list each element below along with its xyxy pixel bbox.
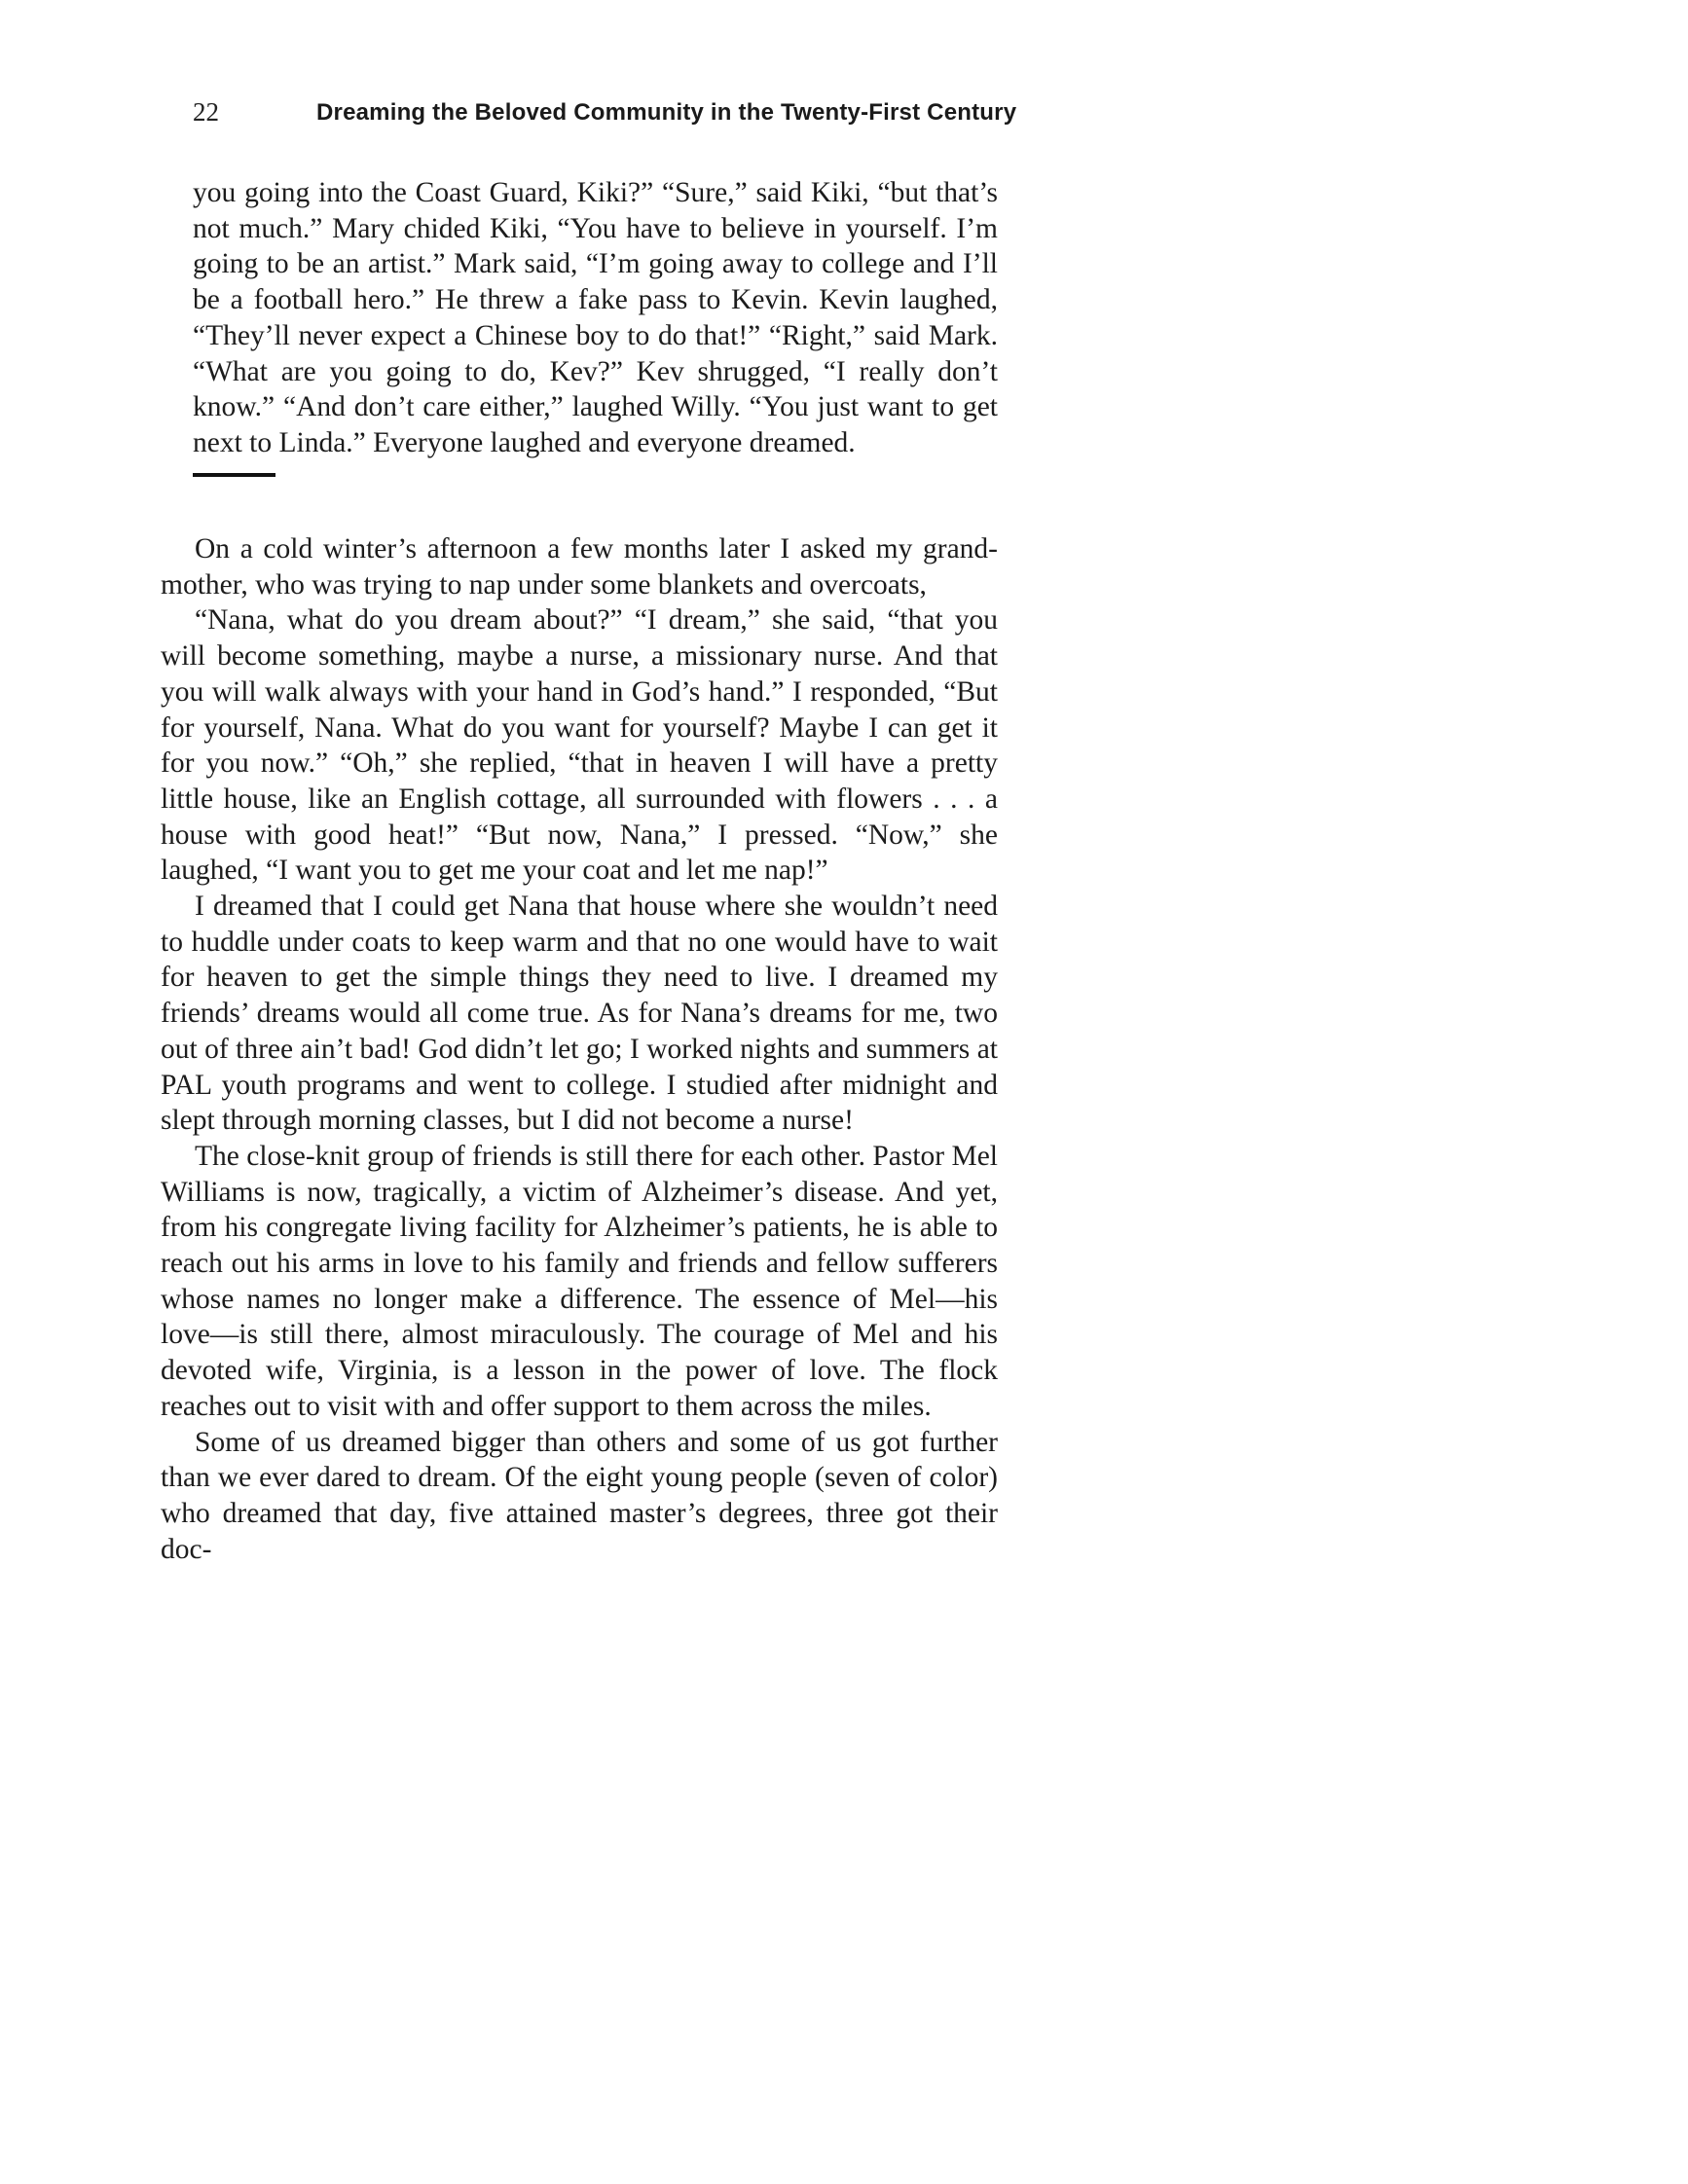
dialogue-extract (193, 175, 998, 461)
page-number: 22 (193, 97, 219, 127)
running-title: Dreaming the Beloved Community in the Twenty-First Century (316, 99, 1017, 126)
body-paragraph-5: Some of us dreamed bigger than others and some of us got further than we ever dared to dream. Of the eight young people (seven of color) who dreamed that day, five attained master’s degrees, three got their doc- (161, 1426, 998, 1565)
body-paragraph-3: I dreamed that I could get Nana that house where she wouldn’t need to huddle under coats to keep warm and that no one would have to wait for heaven to get the simple things they need to live. I dreamed my friends’ dreams would all come true. As for Nana’s dreams for me, two out of three ain’t bad! God didn’t let go; I worked nights and summers at PAL youth programs and went to college. I studied after midnight and slept through morning classes, but I did not become a nurse! (161, 891, 998, 1137)
body-paragraph-2: “Nana, what do you dream about?” “I dream,” she said, “that you will become something, maybe a nurse, a missionary nurse. And that you will walk always with your hand in God’s hand.” I responded, “But for yourself, Nana. What do you want for yourself? Maybe I can get it for you now.” “Oh,” she replied, “that in heaven I will have a pretty little house, like an English cottage, all surrounded with flowers . . . a house with good heat!” “But now, Nana,” I pressed. “Now,” she laughed, “I want you to get me your coat and let me nap!” (161, 604, 998, 887)
body-text (161, 531, 998, 1567)
section-divider (193, 473, 275, 477)
page-header (0, 97, 1688, 136)
extract-paragraph: you going into the Coast Guard, Kiki?” “Sure,” said Kiki, “but that’s not much.” Mary chided Kiki, “You have to believe in yourself. I’m going to be an artist.” Mark said, “I’m going away to college and I’ll be a football hero.” He threw a fake pass to Kevin. Kevin laughed, “They’ll never expect a Chinese boy to do that!” “Right,” said Mark. “What are you going to do, Kev?” Kev shrugged, “I really don’t know.” “And don’t care either,” laughed Willy. “You just want to get next to Linda.” Everyone laughed and everyone dreamed. (193, 177, 998, 458)
body-paragraph-1: On a cold winter’s afternoon a few months later I asked my grandmother, who was trying to nap under some blankets and overcoats, (161, 533, 998, 601)
body-paragraph-4: The close-knit group of friends is still there for each other. Pastor Mel Williams is now, tragically, a victim of Alzheimer’s disease. And yet, from his congregate living facility for Alzheimer’s patients, he is able to reach out his arms in love to his family and friends and fellow sufferers whose names no longer make a difference. The essence of Mel—his love—is still there, almost miraculously. The courage of Mel and his devoted wife, Virginia, is a lesson in the power of love. The flock reaches out to visit with and offer support to them across the miles. (161, 1140, 998, 1422)
